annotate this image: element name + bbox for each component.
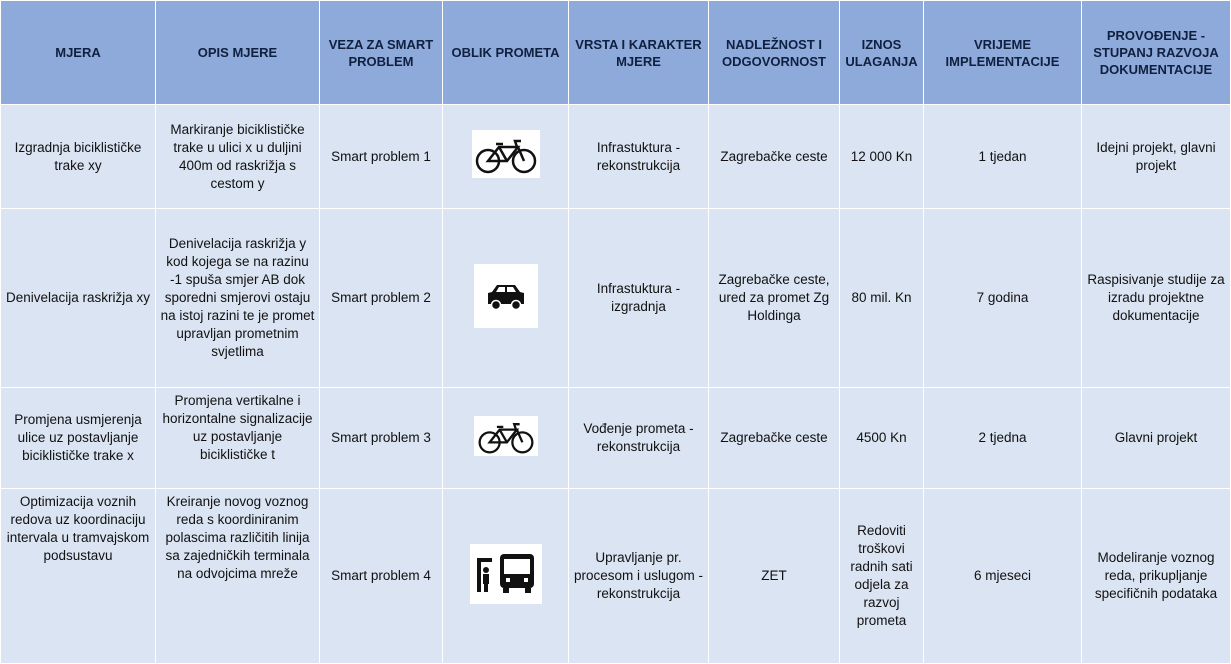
column-header-veza: VEZA ZA SMART PROBLEM xyxy=(320,1,443,105)
cell-nadleznost: Zagrebačke ceste xyxy=(709,105,840,209)
cell-nadleznost: Zagrebačke ceste xyxy=(709,388,840,489)
cell-vrijeme: 1 tjedan xyxy=(924,105,1082,209)
column-header-oblik-prometa: OBLIK PROMETA xyxy=(443,1,569,105)
column-header-iznos: IZNOS ULAGANJA xyxy=(840,1,924,105)
car-icon xyxy=(474,264,538,328)
cell-iznos: 4500 Kn xyxy=(840,388,924,489)
table-row xyxy=(1,388,1231,489)
cell-opis: Kreiranje novog voznog reda s koordiniranim polascima različitih linija sa zajedničkih terminala na odvojcima mreže xyxy=(156,489,320,664)
cell-veza: Smart problem 1 xyxy=(320,105,443,209)
cell-mjera: Izgradnja biciklističke trake xy xyxy=(1,105,156,209)
cell-iznos: 12 000 Kn xyxy=(840,105,924,209)
cell-provodenje: Idejni projekt, glavni projekt xyxy=(1082,105,1231,209)
cell-veza: Smart problem 2 xyxy=(320,209,443,388)
cell-iznos: 80 mil. Kn xyxy=(840,209,924,388)
cell-mjera: Optimizacija voznih redova uz koordinaciju intervala u tramvajskom podsustavu xyxy=(1,489,156,664)
cell-nadleznost: ZET xyxy=(709,489,840,664)
column-header-opis-mjere: OPIS MJERE xyxy=(156,1,320,105)
cell-vrsta: Infrastuktura - izgradnja xyxy=(569,209,709,388)
cell-veza: Smart problem 4 xyxy=(320,489,443,664)
cell-opis: Denivelacija raskrižja y kod kojega se na razinu -1 spuša smjer AB dok sporedni smjerovi ostaju na istoj razini te je promet upravljan prometnim svjetlima xyxy=(156,209,320,388)
table-row xyxy=(1,489,1231,664)
table-row xyxy=(1,209,1231,388)
cell-veza: Smart problem 3 xyxy=(320,388,443,489)
column-header-provodenje: PROVOĐENJE - STUPANJ RAZVOJA DOKUMENTACIJE xyxy=(1082,1,1231,105)
cell-vrsta: Upravljanje pr. procesom i uslugom - rekonstrukcija xyxy=(569,489,709,664)
column-header-nadleznost: NADLEŽNOST I ODGOVORNOST xyxy=(709,1,840,105)
header-row xyxy=(1,1,1231,105)
cell-oblik xyxy=(443,209,569,388)
cell-mjera: Denivelacija raskrižja xy xyxy=(1,209,156,388)
cell-opis: Promjena vertikalne i horizontalne signalizacije uz postavljanje biciklističke t xyxy=(156,388,320,489)
cell-provodenje: Raspisivanje studije za izradu projektne dokumentacije xyxy=(1082,209,1231,388)
table-row xyxy=(1,105,1231,209)
cell-nadleznost: Zagrebačke ceste, ured za promet Zg Holdinga xyxy=(709,209,840,388)
cell-oblik xyxy=(443,105,569,209)
column-header-mjera: MJERA xyxy=(1,1,156,105)
column-header-vrsta: VRSTA I KARAKTER MJERE xyxy=(569,1,709,105)
cell-iznos: Redoviti troškovi radnih sati odjela za razvoj prometa xyxy=(840,489,924,664)
cell-opis: Markiranje biciklističke trake u ulici x u duljini 400m od raskrižja s cestom y xyxy=(156,105,320,209)
cell-vrijeme: 7 godina xyxy=(924,209,1082,388)
cell-vrsta: Infrastuktura - rekonstrukcija xyxy=(569,105,709,209)
cell-provodenje: Glavni projekt xyxy=(1082,388,1231,489)
column-header-vrijeme: VRIJEME IMPLEMENTACIJE xyxy=(924,1,1082,105)
cell-oblik xyxy=(443,489,569,664)
cell-vrijeme: 2 tjedna xyxy=(924,388,1082,489)
cell-provodenje: Modeliranje voznog reda, prikupljanje specifičnih podataka xyxy=(1082,489,1231,664)
cell-vrsta: Vođenje prometa - rekonstrukcija xyxy=(569,388,709,489)
bicycle-icon xyxy=(472,130,540,178)
bicycle-icon xyxy=(474,416,538,456)
cell-mjera: Promjena usmjerenja ulice uz postavljanje biciklističke trake x xyxy=(1,388,156,489)
cell-vrijeme: 6 mjeseci xyxy=(924,489,1082,664)
bus-stop-icon xyxy=(470,544,542,604)
cell-oblik xyxy=(443,388,569,489)
